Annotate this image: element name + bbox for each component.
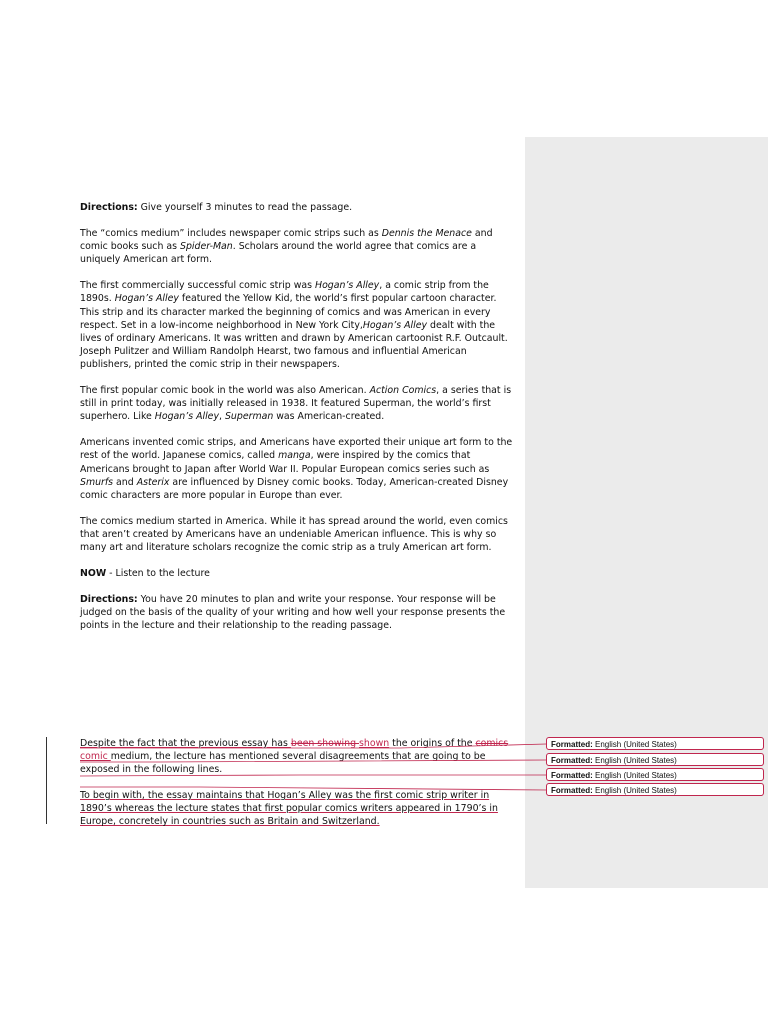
text-run: and <box>113 476 137 488</box>
directions-2-paragraph <box>80 593 518 632</box>
text-run: , a series that is still in print today, was initially released in 1938. It featured Superman, the world’s first superhero. Like <box>80 385 512 423</box>
text-run: Despite the fact that the previous essay has <box>80 738 291 749</box>
text-run: To begin with, the essay maintains that Hogan’s Alley was the first comic strip writer in 1890’s whereas the lecture states that first popular comics writers appeared in 1790’s in Europe, concretely in countries such as Britain and Switzerland. <box>80 790 498 828</box>
directions-2-text: You have 20 minutes to plan and write your response. Your response will be judged on the basis of the quality of your writing and how well your response presents the points in the lecture and their relationship to the reading passage. <box>80 594 506 632</box>
balloon-value: English (United States) <box>592 740 677 749</box>
formatting-balloon[interactable] <box>546 753 764 766</box>
text-run: The “comics medium” includes newspaper comic strips such as <box>80 228 382 240</box>
text-run: featured the Yellow Kid, the world’s first popular cartoon character. This strip and its character marked the beginning of comics and was American in every respect. Set in a low-income neighborhood in New York City, <box>80 293 497 331</box>
tracked-insertion[interactable]: shown <box>359 738 390 749</box>
directions-text: Give yourself 3 minutes to read the passage. <box>137 202 353 213</box>
italic-title: Hogan’s Alley <box>362 319 428 331</box>
balloon-label: Formatted: <box>551 740 593 749</box>
formatting-balloon[interactable] <box>546 737 764 750</box>
text-run: , <box>219 411 225 423</box>
text-run: was American-created. <box>273 411 385 423</box>
tracked-insertion[interactable]: comic <box>80 751 111 763</box>
essay-response[interactable] <box>80 737 518 842</box>
balloon-label: Formatted: <box>551 786 593 795</box>
now-text: - Listen to the lecture <box>106 568 210 580</box>
text-run: are influenced by Disney comic books. Today, American-created Disney comic characters are more popular in Europe than ever. <box>80 476 509 501</box>
italic-title: Hogan’s Alley <box>154 411 220 423</box>
essay-paragraph-1[interactable] <box>80 737 518 776</box>
text-run: The first popular comic book in the world was also American. <box>80 385 370 397</box>
italic-title: Spider-Man <box>180 241 233 253</box>
italic-title: manga <box>278 450 311 462</box>
change-bar <box>46 737 47 824</box>
balloon-label: Formatted: <box>551 771 593 780</box>
directions-2-label: Directions: <box>80 594 138 606</box>
balloon-value: English (United States) <box>592 756 677 765</box>
text-run: and comic books such as <box>80 228 493 253</box>
italic-title: Dennis the Menace <box>381 228 472 240</box>
now-label: NOW <box>80 568 107 580</box>
tracked-deletion[interactable]: been showing <box>290 738 360 749</box>
balloon-value: English (United States) <box>592 771 677 780</box>
italic-title: Hogan’s Alley <box>114 293 179 305</box>
passage-paragraph-3 <box>80 384 518 423</box>
italic-title: Action Comics <box>369 385 437 397</box>
italic-title: Asterix <box>136 476 170 488</box>
text-run: The first commercially successful comic strip was <box>80 280 316 292</box>
passage-paragraph-2 <box>80 279 518 371</box>
now-instruction <box>80 567 518 580</box>
directions-label: Directions: <box>80 202 138 213</box>
text-run: medium, the lecture has mentioned several disagreements that are going to be exposed in the following lines. <box>80 751 486 776</box>
passage-paragraph-4 <box>80 436 518 501</box>
passage-paragraph-5: The comics medium started in America. While it has spread around the world, even comics that aren’t created by Americans have an undeniable American influence. This is why so many art and literature scholars recognize the comic strip as a truly American art form. <box>80 515 508 553</box>
italic-title: Smurfs <box>80 476 114 488</box>
text-run: Americans invented comic strips, and Americans have exported their unique art form to the rest of the world. Japanese comics, called <box>80 437 513 462</box>
reading-passage <box>80 201 518 645</box>
text-run: , a comic strip from the 1890s. <box>80 280 489 305</box>
text-run: , were inspired by the comics that Americans brought to Japan after World War II. Popular European comics series such as <box>80 450 490 475</box>
directions-paragraph <box>80 201 518 214</box>
balloon-value: English (United States) <box>592 786 677 795</box>
text-run: the origins of the <box>389 738 476 749</box>
text-run: . Scholars around the world agree that comics are a uniquely American art form. <box>80 241 477 266</box>
passage-paragraph-1 <box>80 227 518 266</box>
formatting-balloon[interactable] <box>546 768 764 781</box>
formatting-balloon[interactable] <box>546 783 764 796</box>
essay-paragraph-2[interactable] <box>80 789 518 828</box>
tracked-deletion[interactable]: comics <box>475 738 509 749</box>
text-run: dealt with the lives of ordinary Americans. It was written and drawn by American cartoonist R.F. Outcault. Joseph Pulitzer and William Randolph Hearst, two famous and influential American publishers, printed the comic strip in their newspapers. <box>80 319 508 370</box>
italic-title: Superman <box>224 411 274 423</box>
italic-title: Hogan’s Alley <box>315 280 380 292</box>
balloon-label: Formatted: <box>551 756 593 765</box>
